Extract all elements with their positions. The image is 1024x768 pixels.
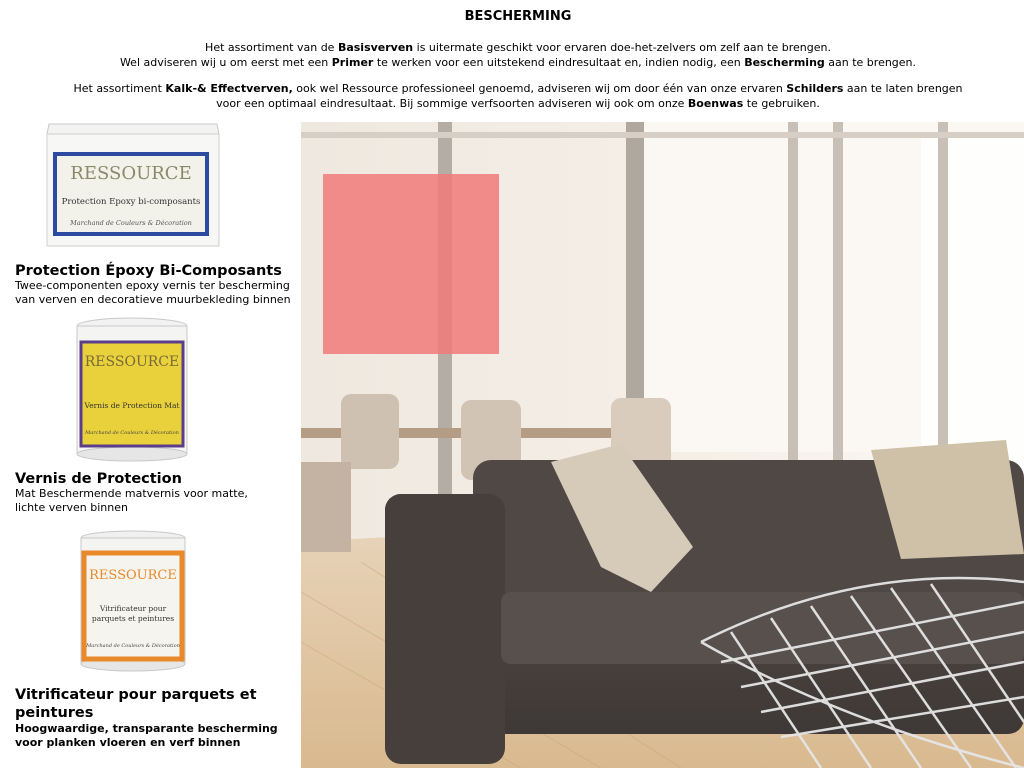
- desc-line: van verven en decoratieve muurbekleding binnen: [15, 292, 291, 306]
- product-name-vernis[interactable]: Vernis de Protection: [15, 471, 182, 487]
- product-name-line: Vitrificateur pour parquets et: [15, 687, 257, 703]
- paint-can-image: [79, 529, 187, 673]
- product-image-vitrificateur[interactable]: [79, 529, 187, 677]
- pack-label-line-2: parquets et peintures: [91, 614, 175, 623]
- pack-brand: RESSOURCE: [70, 163, 192, 184]
- product-desc-vernis: [15, 487, 300, 514]
- product-image-epoxy[interactable]: [45, 122, 221, 252]
- desc-line: Hoogwaardige, transparante bescherming: [15, 722, 278, 735]
- desc-line: lichte verven binnen: [15, 500, 128, 514]
- product-desc-epoxy: [15, 279, 300, 306]
- intro-line-3: [0, 81, 1024, 96]
- pack-label: Vernis de Protection Mat: [84, 401, 180, 410]
- product-name-line: peintures: [15, 705, 94, 721]
- product-image-vernis[interactable]: [75, 316, 189, 468]
- link-basisverven[interactable]: Basisverven: [337, 41, 414, 54]
- product-name-vitrificateur[interactable]: [15, 686, 295, 722]
- intro-line-2: [0, 55, 1024, 70]
- interior-photo: [301, 122, 1024, 768]
- pack-footer: Marchand de Couleurs & Décoration: [70, 219, 192, 227]
- intro-text: Het assortiment van de: [205, 41, 338, 54]
- intro-line-4: [0, 96, 1024, 111]
- pack-footer: Marchand de Couleurs & Décoration: [86, 643, 180, 649]
- intro-text: Wel adviseren wij u om eerst met een: [119, 56, 332, 69]
- intro-text: voor een optimaal eindresultaat. Bij sommige verfsoorten adviseren wij ook om onze: [216, 97, 688, 110]
- product-name-epoxy[interactable]: Protection Époxy Bi-Composants: [15, 263, 282, 279]
- intro-paragraph-1: [0, 40, 1024, 70]
- intro-text: Het assortiment: [73, 82, 166, 95]
- desc-line: voor planken vloeren en verf binnen: [15, 735, 241, 749]
- intro-text: te gebruiken.: [743, 97, 820, 110]
- product-desc-vitrificateur: [15, 722, 300, 749]
- link-boenwas[interactable]: Boenwas: [687, 97, 744, 110]
- link-schilders[interactable]: Schilders: [786, 82, 844, 95]
- desc-line: Twee-componenten epoxy vernis ter bescherming: [15, 279, 290, 292]
- page-title: BESCHERMING: [464, 9, 572, 24]
- pack-label: Protection Epoxy bi-composants: [61, 197, 201, 207]
- pack-footer: Marchand de Couleurs & Décoration: [85, 430, 179, 436]
- link-primer[interactable]: Primer: [331, 56, 374, 69]
- paint-box-image: [45, 122, 221, 248]
- pack-brand: RESSOURCE: [84, 354, 180, 370]
- living-room-image: [301, 122, 1024, 768]
- intro-text: is uitermate geschikt voor ervaren doe-het-zelvers om zelf aan te brengen.: [413, 41, 831, 54]
- paint-can-image: [75, 316, 189, 464]
- link-bescherming[interactable]: Bescherming: [744, 56, 825, 69]
- link-kalk-effectverven[interactable]: Kalk-& Effectverven,: [165, 82, 293, 95]
- intro-text: ook wel Ressource professioneel genoemd, adviseren wij om door één van onze ervaren: [292, 82, 787, 95]
- intro-paragraph-2: [0, 81, 1024, 111]
- intro-text: aan te brengen.: [824, 56, 917, 69]
- intro-text: aan te laten brengen: [843, 82, 963, 95]
- desc-line: Mat Beschermende matvernis voor matte,: [15, 487, 248, 500]
- pack-label-line-1: Vitrificateur pour: [99, 604, 167, 613]
- intro-line-1: [0, 40, 1024, 55]
- pack-brand: RESSOURCE: [89, 568, 177, 583]
- intro-text: te werken voor een uitstekend eindresultaat en, indien nodig, een: [373, 56, 745, 69]
